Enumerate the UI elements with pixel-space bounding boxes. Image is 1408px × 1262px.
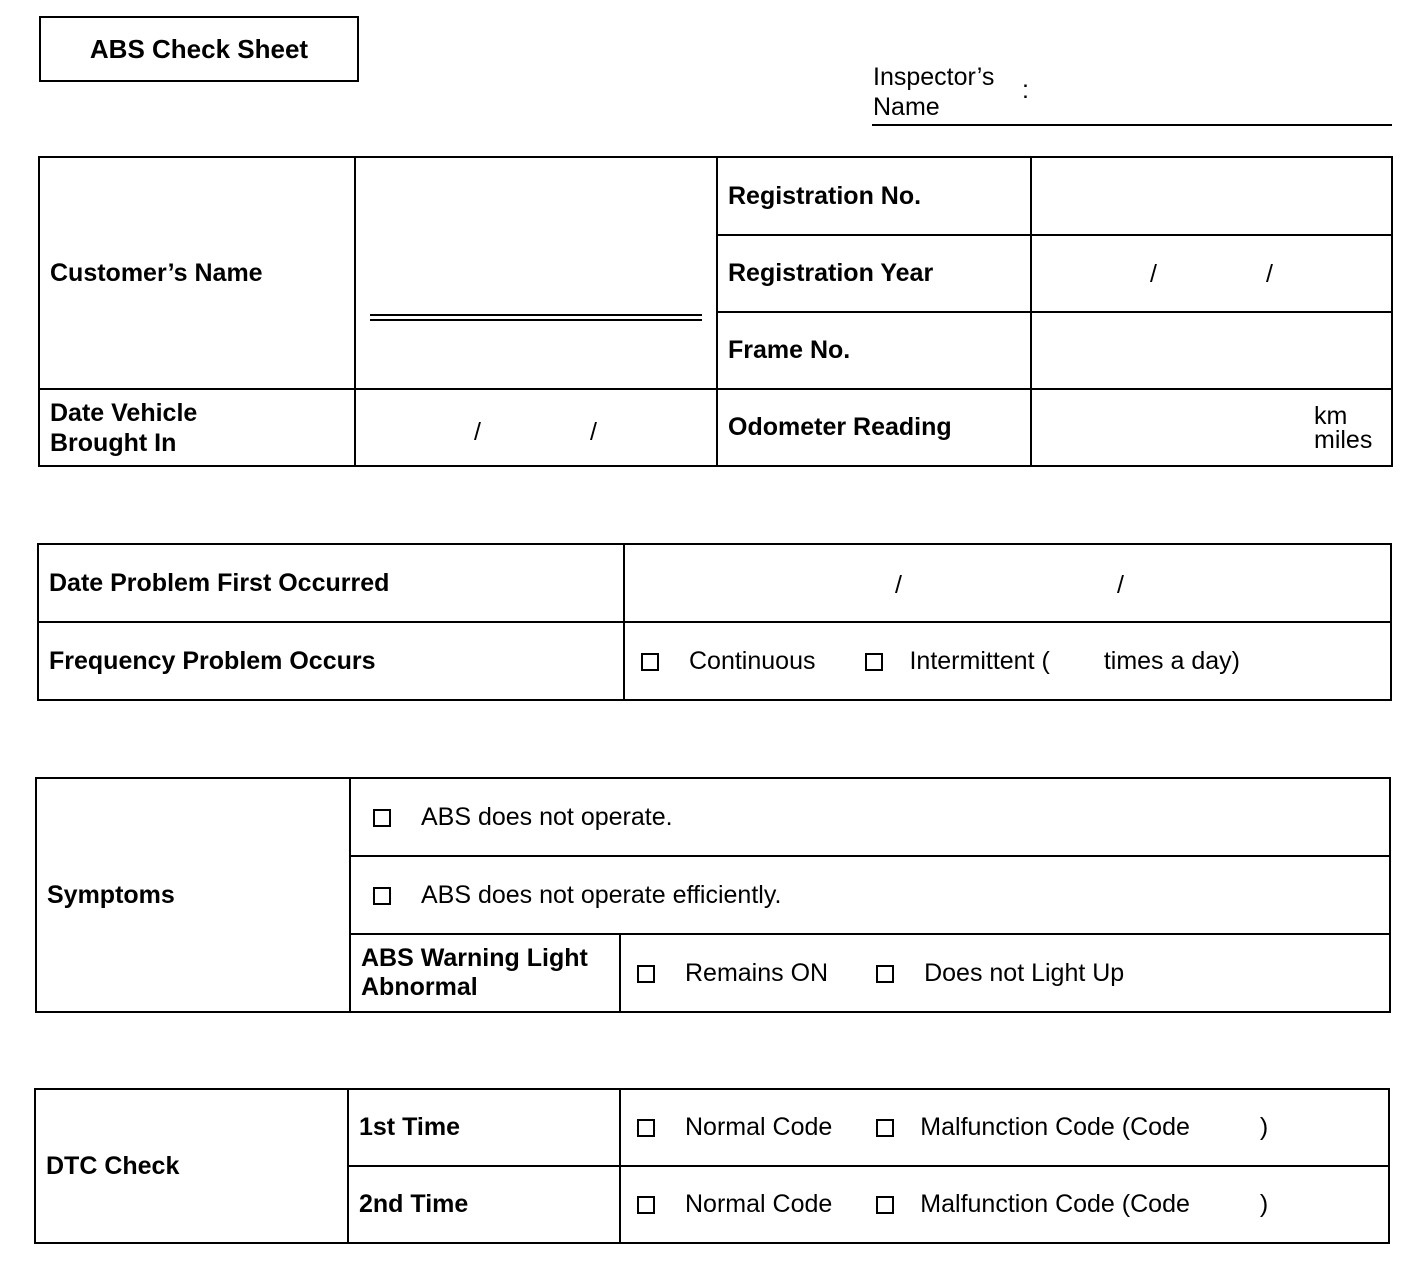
symptom-1-label: ABS does not operate.	[421, 802, 673, 831]
first-malfunction-checkbox[interactable]	[876, 1119, 894, 1137]
inspector-label-1: Inspector’s	[873, 63, 995, 91]
vehicle-info-table	[38, 156, 1393, 467]
remains-on-checkbox[interactable]	[637, 965, 655, 983]
km-unit[interactable]: km	[1314, 402, 1348, 430]
date-first-label: Date Problem First Occurred	[38, 544, 624, 622]
odometer-field[interactable]	[1031, 389, 1392, 466]
inspector-label	[873, 62, 994, 122]
remains-on-label: Remains ON	[685, 958, 829, 987]
first-time-label: 1st Time	[348, 1089, 620, 1166]
slash: /	[1150, 260, 1157, 288]
slash: /	[590, 418, 597, 446]
frequency-label: Frequency Problem Occurs	[38, 622, 624, 700]
intermittent-label: Intermittent (	[909, 646, 1050, 675]
sheet-title: ABS Check Sheet	[39, 16, 359, 82]
frame-no-field[interactable]	[1031, 312, 1392, 389]
miles-unit[interactable]: miles	[1314, 426, 1373, 454]
symptom-1	[350, 778, 1390, 856]
customer-name-label: Customer’s Name	[39, 157, 355, 389]
date-first-field[interactable]	[624, 544, 1391, 622]
symptoms-table	[35, 777, 1391, 1013]
date-brought-in-field[interactable]	[355, 389, 717, 466]
warning-light-2: Abnormal	[361, 973, 478, 1001]
dtc-label: DTC Check	[35, 1089, 348, 1243]
paren: )	[1259, 1113, 1269, 1141]
problem-table	[37, 543, 1392, 701]
intermittent-checkbox[interactable]	[865, 653, 883, 671]
first-time-options	[620, 1089, 1389, 1166]
warning-options	[620, 934, 1390, 1012]
inspector-name-field[interactable]	[872, 124, 1392, 126]
date-brought-in-2: Brought In	[50, 428, 177, 457]
slash: /	[474, 418, 481, 446]
dtc-table	[34, 1088, 1390, 1244]
second-normal-label: Normal Code	[685, 1190, 833, 1218]
slash: /	[1117, 571, 1124, 599]
inspector-label-2: Name	[873, 93, 940, 121]
date-brought-in-label	[39, 389, 355, 466]
frequency-options	[624, 622, 1391, 700]
frame-no-label: Frame No.	[717, 312, 1031, 389]
paren: )	[1259, 1190, 1269, 1218]
warning-light-1: ABS Warning Light	[361, 944, 588, 972]
not-light-checkbox[interactable]	[876, 965, 894, 983]
times-a-day-label: times a day)	[1103, 646, 1240, 675]
inspector-colon: :	[1022, 76, 1029, 104]
second-normal-checkbox[interactable]	[637, 1196, 655, 1214]
registration-year-label: Registration Year	[717, 235, 1031, 312]
slash: /	[895, 571, 902, 599]
second-malfunction-checkbox[interactable]	[876, 1196, 894, 1214]
first-normal-checkbox[interactable]	[637, 1119, 655, 1137]
first-malfunction-label: Malfunction Code (Code	[920, 1113, 1190, 1141]
symptom-1-checkbox[interactable]	[373, 809, 391, 827]
first-normal-label: Normal Code	[685, 1113, 833, 1141]
not-light-label: Does not Light Up	[924, 958, 1125, 987]
registration-year-field[interactable]	[1031, 235, 1392, 312]
registration-no-field[interactable]	[1031, 157, 1392, 235]
registration-no-label: Registration No.	[717, 157, 1031, 235]
symptom-2	[350, 856, 1390, 934]
continuous-checkbox[interactable]	[641, 653, 659, 671]
warning-light-label	[350, 934, 620, 1012]
second-time-label: 2nd Time	[348, 1166, 620, 1243]
customer-name-field[interactable]	[355, 157, 717, 389]
continuous-label: Continuous	[689, 646, 816, 675]
odometer-label: Odometer Reading	[717, 389, 1031, 466]
second-time-options	[620, 1166, 1389, 1243]
second-malfunction-label: Malfunction Code (Code	[920, 1190, 1190, 1218]
date-brought-in-1: Date Vehicle	[50, 398, 198, 427]
symptom-2-checkbox[interactable]	[373, 887, 391, 905]
symptom-2-label: ABS does not operate efficiently.	[421, 880, 782, 909]
slash: /	[1266, 260, 1273, 288]
symptoms-label: Symptoms	[36, 778, 350, 1012]
